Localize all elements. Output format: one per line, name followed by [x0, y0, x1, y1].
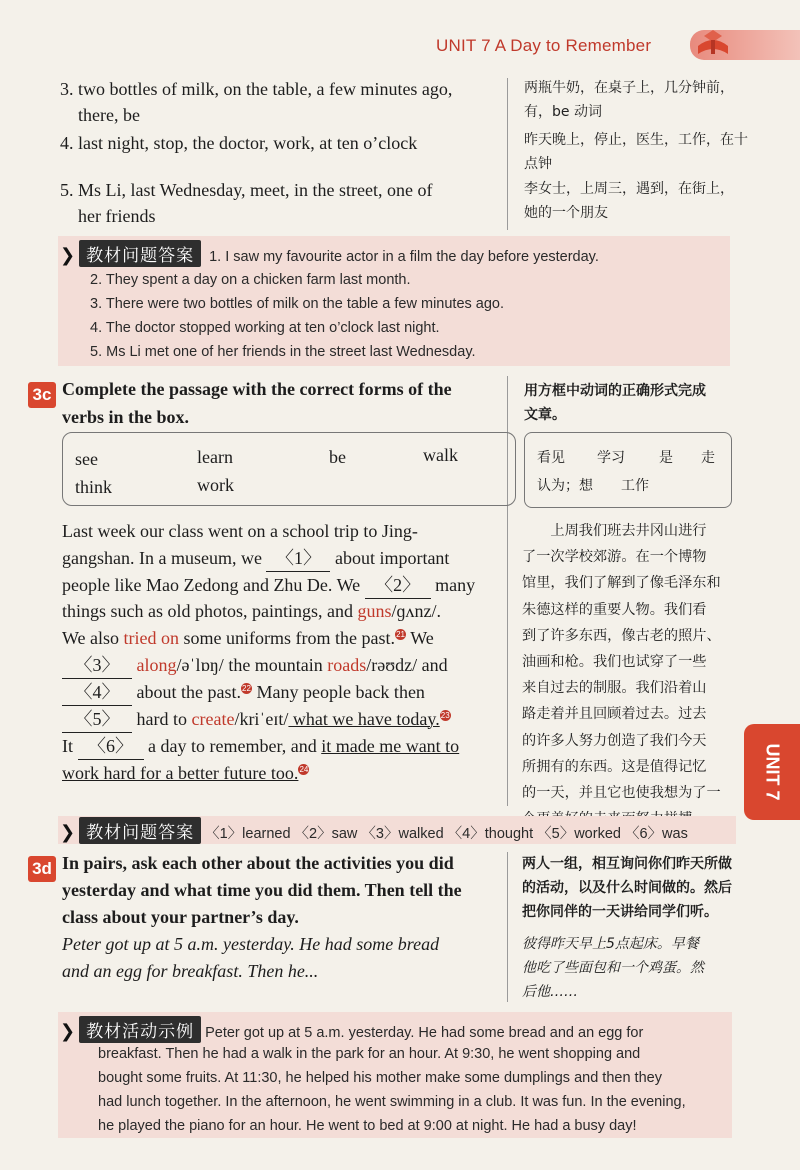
unit-side-tab-label: UNIT 7 — [762, 743, 783, 801]
prompt-3-cn-2: 有，be 动词 — [524, 104, 602, 120]
prompt-5-cont: her friends — [78, 206, 156, 226]
exercise-3d-cn-instruction: 两人一组，相互询问你们昨天所做 的活动，以及什么时间做的。然后 把你同伴的一天讲给同学们听。 — [522, 856, 732, 920]
blank-3[interactable]: 〈3〉 — [62, 652, 132, 679]
verb-cn-learn: 学习 — [597, 450, 625, 466]
answer-line-2: 2. They spent a day on a chicken farm last month. — [90, 272, 411, 288]
verb-learn: learn — [197, 447, 233, 467]
passage-line-6: 〈3〉 along/əˈlɒŋ/ the mountain roads/rəʊdz/ and — [62, 652, 448, 679]
chevron-right-icon: ❯ — [60, 822, 76, 843]
exercise-3c-cn-instruction-1: 用方框中动词的正确形式完成 — [524, 383, 706, 399]
activity-line-2: breakfast. Then he had a walk in the park for an hour. At 9:30, he went shopping and — [98, 1046, 641, 1062]
verb-cn-see: 看见 — [537, 450, 565, 466]
activity-tag: 教材活动示例 — [79, 1016, 201, 1043]
answer-line-4: 4. The doctor stopped working at ten o’clock last night. — [90, 320, 440, 336]
activity-line-4: had lunch together. In the afternoon, he went swimming in a club. It was fun. In the evening, — [98, 1094, 686, 1110]
exercise-3d-instruction-3: class about your partner’s day. — [62, 907, 299, 927]
exercise-3d-example-2: and an egg for breakfast. Then he... — [62, 961, 319, 981]
prompt-3-cn-1: 两瓶牛奶，在桌子上，几分钟前， — [524, 80, 734, 96]
column-divider — [507, 852, 508, 1002]
blank-2[interactable]: 〈2〉 — [365, 572, 431, 599]
note-marker-21: 21 — [396, 630, 405, 639]
verb-cn-think: 认为；想 — [537, 478, 593, 494]
answer-tag: 教材问题答案 — [79, 817, 201, 844]
exercise-badge-3d: 3d — [28, 856, 56, 882]
verb-box — [62, 432, 516, 506]
answer-box-2-line — [60, 817, 688, 846]
word-create: create — [191, 709, 235, 729]
verb-cn-walk: 走 — [701, 450, 715, 466]
passage-line-2: gangshan. In a museum, we 〈1〉 about important — [62, 545, 449, 572]
activity-first-line — [60, 1016, 643, 1045]
exercise-3d-instruction-2: yesterday and what time you did them. Then tell the — [62, 880, 462, 900]
verb-cn-work: 工作 — [621, 478, 649, 494]
blank-1[interactable]: 〈1〉 — [266, 545, 330, 572]
word-guns: guns — [357, 601, 392, 621]
blank-5[interactable]: 〈5〉 — [62, 706, 132, 733]
answer-line-3: 3. There were two bottles of milk on the table a few minutes ago. — [90, 296, 505, 312]
prompt-4: 4. last night, stop, the doctor, work, at ten o’clock — [60, 133, 418, 153]
blank-4[interactable]: 〈4〉 — [62, 679, 132, 706]
passage-translation: 上周我们班去井冈山进行 了一次学校郊游。在一个博物 馆里，我们了解到了像毛泽东和 朱德这样的重要人物。我们看 到了许多东西，像古老的照片、 油画和枪。我们也试穿了一些 来自过去的制服。我们沿着山 路走着并且回顾着过去。过去 的许多人努力创造了我们今天 所拥有的东西。这是值得记忆 的一天，并且它也使我想为了一 — [522, 523, 721, 802]
activity-line-5: he played the piano for an hour. He went to bed at 9:00 at night. He had a busy day! — [98, 1118, 637, 1134]
note-marker-22: 22 — [242, 684, 251, 693]
passage-line-10: work hard for a better future too.24 — [62, 763, 309, 783]
note-marker-23: 23 — [440, 711, 450, 720]
answer-key-3c: 〈1〉learned 〈2〉saw 〈3〉walked 〈4〉thought 〈5〉worked 〈6〉was — [205, 826, 688, 842]
activity-line-1: Peter got up at 5 a.m. yesterday. He had some bread and an egg for — [205, 1025, 644, 1041]
chevron-right-icon: ❯ — [60, 245, 76, 266]
prompt-5-cn-1: 李女士，上周三，遇到，在街上， — [524, 181, 734, 197]
verb-box-cn — [524, 432, 732, 508]
chevron-right-icon: ❯ — [60, 1021, 76, 1042]
word-along: along — [136, 655, 177, 675]
answer-line-5: 5. Ms Li met one of her friends in the street last Wednesday. — [90, 344, 476, 360]
activity-line-3: bought some fruits. At 11:30, he helped his mother make some dumplings and then they — [98, 1070, 662, 1086]
prompt-5-cn-2: 她的一个朋友 — [524, 205, 608, 221]
book-logo-icon — [694, 26, 732, 62]
phrase-tried-on: tried on — [123, 628, 180, 648]
prompt-5: 5. Ms Li, last Wednesday, meet, in the street, one of — [60, 180, 433, 200]
passage-line-9: It 〈6〉 a day to remember, and it made me want to — [62, 733, 459, 760]
verb-think: think — [75, 477, 113, 497]
exercise-3c-cn-instruction-2: 文章。 — [524, 407, 566, 423]
note-marker-24: 24 — [299, 765, 309, 774]
exercise-3d-example-1: Peter got up at 5 a.m. yesterday. He had some bread — [62, 934, 440, 954]
exercise-3c-instruction-1: Complete the passage with the correct forms of the — [62, 379, 452, 399]
exercise-3d-instruction-1: In pairs, ask each other about the activities you did — [62, 853, 454, 873]
passage-line-3: people like Mao Zedong and Zhu De. We 〈2〉 many — [62, 572, 475, 599]
prompt-3-cont: there, be — [78, 105, 140, 125]
exercise-3c-instruction-2: verbs in the box. — [62, 407, 190, 427]
prompt-3: 3. two bottles of milk, on the table, a few minutes ago, — [60, 79, 453, 99]
exercise-3d-cn-example: 彼得昨天早上5点起床。早餐 他吃了些面包和一个鸡蛋。然 后他…… — [522, 936, 704, 1000]
passage-line-5: We also tried on some uniforms from the past.21 We — [62, 628, 434, 648]
passage-line-4: things such as old photos, paintings, and guns/ɡʌnz/. — [62, 601, 442, 621]
page-header-title: UNIT 7 A Day to Remember — [436, 36, 652, 55]
verb-see: see — [75, 449, 98, 469]
passage-line-1: Last week our class went on a school trip to Jing- — [62, 521, 418, 541]
verb-be: be — [329, 447, 346, 467]
prompt-4-cn-2: 点钟 — [524, 156, 552, 172]
answer-line-1: 1. I saw my favourite actor in a film the day before yesterday. — [209, 249, 599, 265]
verb-cn-be: 是 — [659, 450, 673, 466]
blank-6[interactable]: 〈6〉 — [78, 733, 144, 760]
exercise-badge-3c: 3c — [28, 382, 56, 408]
passage-line-7: 〈4〉 about the past.22 Many people back then — [62, 679, 425, 706]
verb-work: work — [197, 475, 234, 495]
word-roads: roads — [327, 655, 367, 675]
prompt-4-cn-1: 昨天晚上，停止，医生，工作，在十 — [524, 132, 748, 148]
answer-box-1-first-line — [60, 240, 599, 269]
passage-line-8: 〈5〉 hard to create/kriˈeɪt/ what we have today.23 — [62, 706, 451, 733]
verb-walk: walk — [423, 445, 458, 465]
column-divider — [507, 78, 508, 230]
answer-tag: 教材问题答案 — [79, 240, 201, 267]
